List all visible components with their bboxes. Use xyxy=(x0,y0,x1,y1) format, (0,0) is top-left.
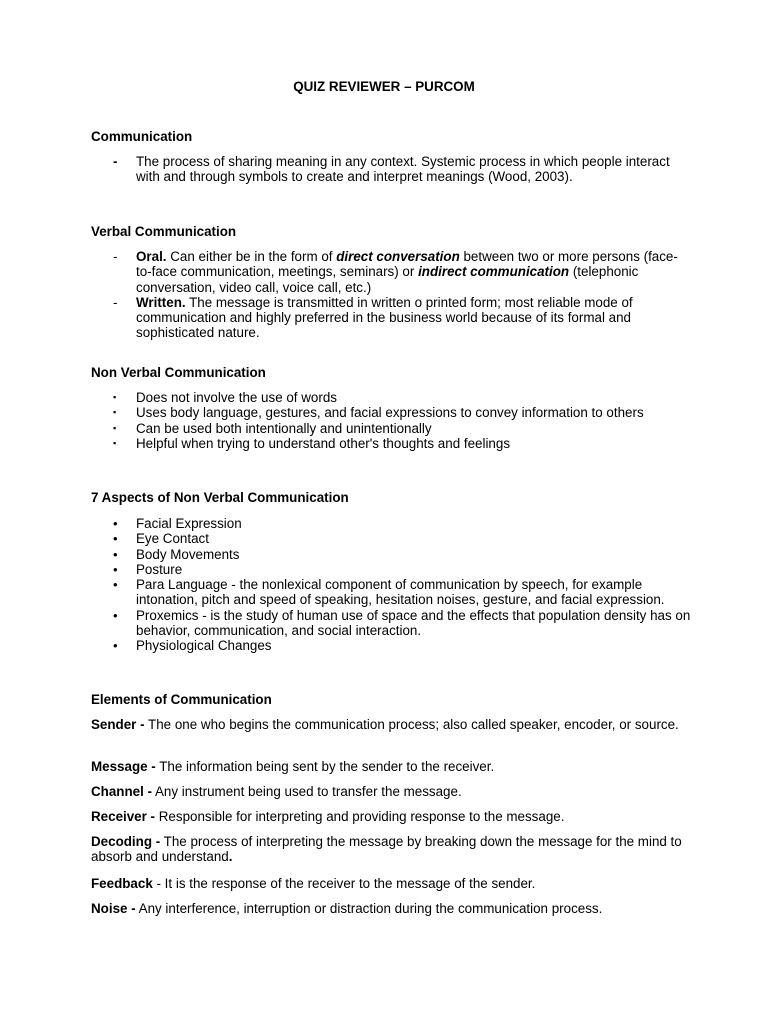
definition: The information being sent by the sender to the receiver. xyxy=(155,759,495,774)
disc-bullet: • xyxy=(113,638,118,654)
section-nonverbal xyxy=(91,365,691,380)
list-item xyxy=(91,608,691,639)
list-item-written xyxy=(91,295,691,341)
term: Channel - xyxy=(91,784,153,799)
term: Receiver - xyxy=(91,809,156,824)
page-title: QUIZ REVIEWER – PURCOM xyxy=(293,79,475,94)
term: Noise - xyxy=(91,901,136,916)
list-item xyxy=(91,577,691,608)
aspects-list xyxy=(91,516,691,654)
nonverbal-list xyxy=(91,390,691,451)
list-item-text: Uses body language, gestures, and facial expressions to convey information to others xyxy=(136,405,644,421)
section-elements xyxy=(91,692,691,707)
disc-bullet: • xyxy=(113,561,118,577)
section-aspects xyxy=(91,490,691,505)
square-bullet: ▪ xyxy=(113,422,117,433)
written-label: Written. xyxy=(136,294,186,310)
dash-marker: - xyxy=(113,154,118,169)
list-item-text: Helpful when trying to understand other's thoughts and feelings xyxy=(136,435,511,451)
definition: The process of interpreting the message by breaking down the message for the mind to absorb and understand xyxy=(91,834,682,865)
list-item-text: Does not involve the use of words xyxy=(136,390,337,405)
disc-bullet: • xyxy=(113,516,118,531)
definition: The one who begins the communication process; also called speaker, encoder, or source. xyxy=(144,717,679,732)
list-item xyxy=(91,562,691,577)
element-decoding xyxy=(91,834,691,865)
definition: Any interference, interruption or distraction during the communication process. xyxy=(135,901,603,916)
definition: - It is the response of the receiver to the message of the sender. xyxy=(152,876,536,891)
list-item xyxy=(91,516,691,531)
element-channel xyxy=(91,784,691,799)
list-item-text: Facial Expression xyxy=(136,516,242,531)
section-heading: Elements of Communication xyxy=(91,692,272,707)
section-heading: Communication xyxy=(91,129,193,144)
definition: Responsible for interpreting and providing response to the message. xyxy=(155,809,565,824)
term: Sender - xyxy=(91,717,145,732)
written-text: The message is transmitted in written o printed form; most reliable mode of communication and highly preferred in the business world because of its formal and sophisticated nature. xyxy=(136,294,633,341)
list-item xyxy=(91,436,691,451)
square-bullet: ▪ xyxy=(113,407,117,418)
section-communication xyxy=(91,129,691,144)
section-heading: Verbal Communication xyxy=(91,224,237,239)
list-item xyxy=(91,421,691,436)
term: Decoding - xyxy=(91,834,161,849)
verbal-list xyxy=(91,249,691,341)
list-item xyxy=(91,638,691,653)
section-heading: Non Verbal Communication xyxy=(91,365,266,380)
communication-list xyxy=(91,154,691,185)
list-item xyxy=(91,405,691,420)
list-item-text: Eye Contact xyxy=(136,531,209,547)
list-item xyxy=(91,154,691,185)
list-item-text: Can be used both intentionally and unintentionally xyxy=(136,420,432,436)
section-heading: 7 Aspects of Non Verbal Communication xyxy=(91,490,349,505)
oral-text-3: (telephonic conversation, video call, voice call, etc.) xyxy=(136,264,639,295)
list-item xyxy=(91,547,691,562)
element-feedback xyxy=(91,876,691,891)
list-item-text: Physiological Changes xyxy=(136,638,272,654)
list-item-text: Para Language - the nonlexical component of communication by speech, for example intonation, pitch and speed of speaking, hesitation noises, gesture, and facial expression. xyxy=(136,577,665,608)
oral-label: Oral. xyxy=(136,249,167,264)
square-bullet: ▪ xyxy=(113,392,117,402)
element-receiver xyxy=(91,809,691,824)
section-verbal xyxy=(91,224,691,239)
list-item xyxy=(91,390,691,405)
square-bullet: ▪ xyxy=(113,437,117,448)
oral-emphasis-1: direct conversation xyxy=(336,249,460,264)
oral-text-1: Can either be in the form of xyxy=(166,249,337,264)
dash-marker: - xyxy=(113,294,118,310)
list-item xyxy=(91,531,691,546)
element-noise xyxy=(91,901,691,916)
list-item-text: Body Movements xyxy=(136,546,240,562)
oral-text-2: between two or more persons (face-to-face communication, meetings, seminars) or xyxy=(136,249,678,280)
list-item-oral xyxy=(91,249,691,295)
term: Message - xyxy=(91,759,156,774)
element-message xyxy=(91,759,691,774)
list-item-text: The process of sharing meaning in any context. Systemic process in which people interact with and through symbols to create and interpret meanings (Wood, 2003). xyxy=(136,154,670,185)
list-item-text: Posture xyxy=(136,561,183,577)
disc-bullet: • xyxy=(113,577,118,593)
term: Feedback xyxy=(91,876,153,891)
definition: Any instrument being used to transfer the message. xyxy=(152,784,462,799)
disc-bullet: • xyxy=(113,531,118,547)
element-sender xyxy=(91,717,691,732)
disc-bullet: • xyxy=(113,607,118,623)
definition-tail: . xyxy=(228,849,233,865)
oral-emphasis-2: indirect communication xyxy=(418,264,570,280)
list-item-text: Proxemics - is the study of human use of space and the effects that population density has on behavior, communication, and social interaction. xyxy=(136,607,691,639)
disc-bullet: • xyxy=(113,546,118,562)
dash-marker: - xyxy=(113,249,118,264)
